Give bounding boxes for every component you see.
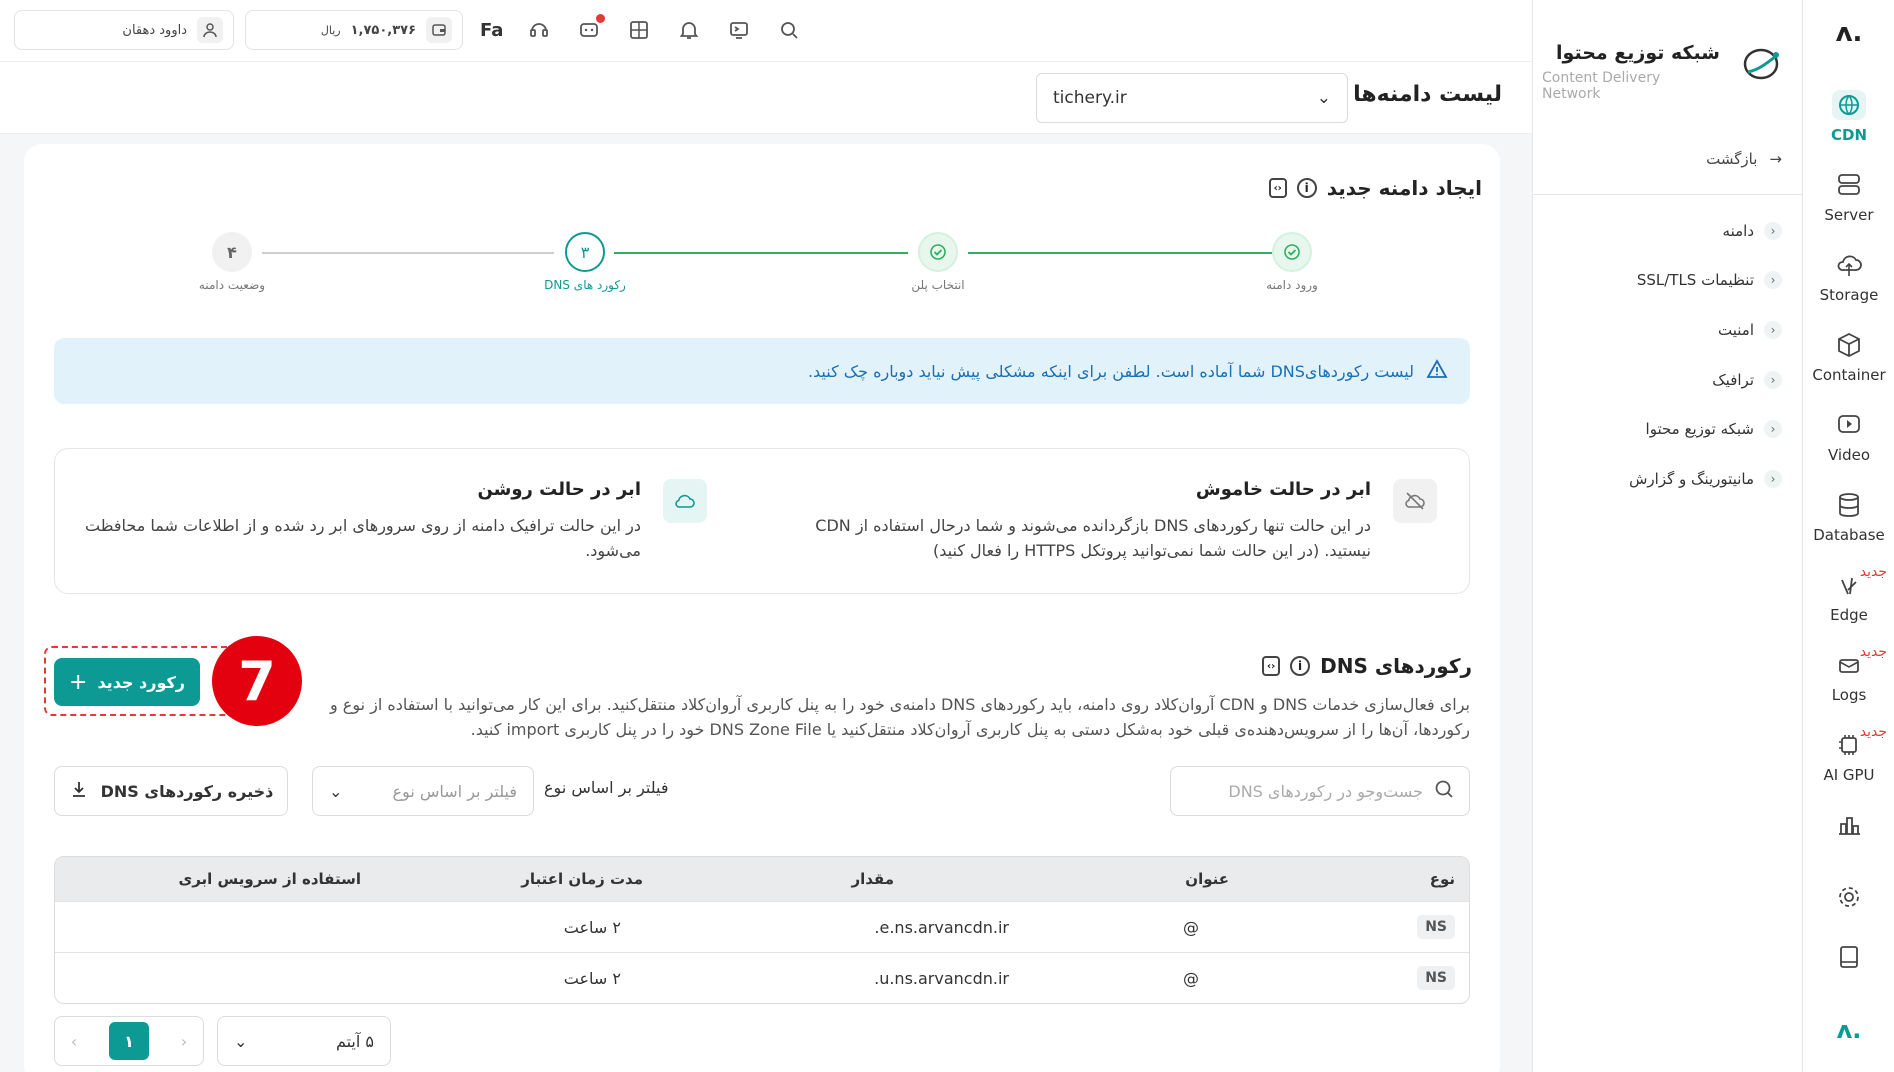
plus-icon: + — [69, 669, 88, 695]
arrow-right-icon: → — [1769, 150, 1782, 168]
edge-icon — [1832, 570, 1866, 600]
download-icon — [69, 779, 89, 803]
domain-select[interactable] — [1036, 73, 1348, 123]
cell-type — [1417, 953, 1455, 1003]
step-dns-records — [505, 232, 665, 292]
menu-label: دامنه — [1722, 222, 1754, 240]
column-cloud: استفاده از سرویس ابری — [178, 870, 361, 888]
rail-item-ai-gpu[interactable] — [1809, 720, 1889, 790]
step-domain-entry — [1212, 232, 1372, 292]
chevron-left-icon[interactable]: ‹ — [70, 1031, 78, 1051]
panel-divider — [1533, 194, 1802, 195]
panel-subtitle: Content Delivery Network — [1542, 70, 1661, 102]
save-label: ذخیره رکوردهای DNS — [100, 781, 274, 801]
type-filter-select[interactable] — [312, 766, 534, 816]
cell-type — [1417, 902, 1455, 952]
rail-item-storage[interactable] — [1809, 240, 1889, 310]
rail-item-settings[interactable] — [1809, 872, 1889, 922]
menu-item-cdn[interactable] — [1552, 414, 1782, 444]
domain-select-value: tichery.ir — [1053, 88, 1127, 108]
panel-title: شبکه توزیع محتوا — [1556, 42, 1720, 64]
menu-label: تنظیمات SSL/TLS — [1636, 271, 1754, 289]
tutorial-step-badge: 7 — [212, 636, 302, 726]
menu-item-traffic[interactable] — [1552, 365, 1782, 395]
rail-label: AI GPU — [1823, 766, 1875, 784]
top-header — [0, 0, 1532, 62]
tickets-icon[interactable] — [575, 16, 603, 44]
menu-label: شبکه توزیع محتوا — [1645, 420, 1754, 438]
chevron-left-icon: ‹ — [1764, 222, 1782, 240]
video-icon — [1832, 410, 1866, 440]
balance-currency: ریال — [320, 23, 341, 37]
new-badge: جدید — [1859, 644, 1887, 660]
cell-value: u.ns.arvancdn.ir. — [874, 968, 1009, 988]
cdn-icon — [1832, 90, 1866, 120]
rail-item-docs[interactable] — [1809, 932, 1889, 982]
back-label: بازگشت — [1706, 150, 1758, 168]
rail-item-database[interactable] — [1809, 480, 1889, 550]
rail-item-container[interactable] — [1809, 320, 1889, 390]
menu-item-monitoring[interactable] — [1552, 464, 1782, 494]
cloud-off-icon — [1393, 479, 1437, 523]
user-name: داوود دهقان — [122, 22, 187, 38]
rail-label: CDN — [1830, 126, 1867, 144]
cloud-icon — [663, 479, 707, 523]
language-switch[interactable]: Fa — [480, 19, 504, 41]
dns-records-title: رکوردهای DNS — [1320, 654, 1472, 678]
sub-header — [0, 62, 1532, 134]
chevron-left-icon: ‹ — [1764, 271, 1782, 289]
code-icon[interactable]: ‹› — [1262, 656, 1280, 676]
dns-description-line-2: رکوردها، آن‌ها را از سرویس‌دهنده‌ی قبلی خود به‌شکل دستی به پنل کاربری آروان‌کلاد منتقل‌کنید یا DNS Zone File خود را در پنل کاربری import کنید. — [470, 720, 1470, 739]
check-icon — [1272, 232, 1312, 272]
dns-records-header — [1262, 654, 1472, 678]
type-badge: NS — [1417, 915, 1455, 939]
dns-description-line-1: برای فعال‌سازی خدمات DNS و CDN آروان‌کلاد روی دامنه، باید رکوردهای DNS دامنه‌ی خود را به پنل کاربری آروان‌کلاد منتقل‌کنید. برای این کار می‌توانید با استفاده از نوع و — [329, 695, 1470, 714]
new-badge: جدید — [1859, 564, 1887, 580]
alert-text: لیست رکوردهایDNS شما آماده است. لطفن برای اینکه مشکلی پیش نیاید دوباره چک کنید. — [807, 361, 1414, 381]
rail-label: Logs — [1831, 686, 1867, 704]
cell-name: @ — [1183, 917, 1199, 937]
dns-search-input[interactable] — [1170, 766, 1470, 816]
create-domain-header — [1269, 176, 1482, 200]
notification-dot — [596, 14, 605, 23]
header-actions — [480, 14, 803, 46]
balance-amount: ۱,۷۵۰,۳۷۶ — [350, 22, 416, 38]
info-icon[interactable]: i — [1290, 656, 1310, 676]
per-page-value: ۵ آیتم — [335, 1031, 374, 1051]
rail-item-server[interactable] — [1809, 160, 1889, 230]
rail-item-logs[interactable] — [1809, 640, 1889, 710]
search-placeholder: جست‌وجو در رکوردهای DNS — [1228, 781, 1423, 801]
column-ttl: مدت زمان اعتبار — [521, 870, 643, 888]
wallet-icon — [426, 17, 452, 43]
cell-name: @ — [1183, 968, 1199, 988]
chevron-left-icon: ‹ — [1764, 420, 1782, 438]
page-title: لیست دامنه‌ها — [1353, 82, 1502, 107]
menu-label: امنیت — [1718, 321, 1754, 339]
page-current[interactable]: ۱ — [109, 1022, 149, 1060]
chevron-down-icon: ⌄ — [234, 1031, 248, 1051]
cell-ttl: ۲ ساعت — [563, 968, 621, 988]
cdn-side-panel — [1532, 0, 1802, 1072]
support-icon[interactable] — [525, 16, 553, 44]
apps-grid-icon[interactable] — [625, 16, 653, 44]
check-icon — [918, 232, 958, 272]
user-icon — [197, 17, 223, 43]
table-row[interactable] — [55, 952, 1469, 1003]
user-menu[interactable] — [14, 10, 234, 50]
wallet-balance[interactable] — [245, 10, 463, 50]
step-number: ۳ — [565, 232, 605, 272]
chevron-left-icon: ‹ — [1764, 371, 1782, 389]
rail-label: Storage — [1819, 286, 1879, 304]
rail-item-edge[interactable] — [1809, 560, 1889, 630]
rail-item-reports[interactable] — [1809, 800, 1889, 850]
storage-icon — [1832, 250, 1866, 280]
type-badge: NS — [1417, 966, 1455, 990]
product-rail — [1802, 0, 1894, 1072]
mode-on-description: در این حالت ترافیک دامنه از روی سرورهای ابر رد شده و از اطلاعات شما محافظت می‌شود. — [85, 516, 641, 560]
column-name: عنوان — [1185, 870, 1229, 888]
cdn-globe-icon — [1740, 44, 1782, 84]
gear-icon — [1832, 882, 1866, 912]
cloud-modes-box — [54, 448, 1470, 594]
table-header — [55, 857, 1469, 901]
bell-icon[interactable] — [675, 16, 703, 44]
menu-label: ترافیک — [1712, 371, 1754, 389]
search-icon — [1433, 778, 1455, 804]
menu-item-domain[interactable] — [1552, 216, 1782, 246]
menu-item-security[interactable] — [1552, 315, 1782, 345]
code-icon[interactable]: ‹› — [1269, 178, 1287, 198]
arvan-small-logo-icon: ʌ. — [1836, 1016, 1862, 1044]
table-row[interactable] — [55, 901, 1469, 952]
arvan-logo-icon[interactable]: ʌ. — [1835, 18, 1863, 48]
filter-label: فیلتر بر اساس نوع — [544, 778, 669, 797]
column-type: نوع — [1429, 870, 1455, 888]
logs-icon — [1832, 650, 1866, 680]
search-icon[interactable] — [775, 16, 803, 44]
chevron-down-icon: ⌄ — [329, 781, 343, 801]
new-record-label: رکورد جدید — [97, 672, 185, 692]
menu-label: مانیتورینگ و گزارش — [1629, 470, 1754, 488]
info-icon[interactable]: i — [1297, 178, 1317, 198]
chevron-down-icon: ⌄ — [1316, 88, 1331, 108]
panel-brand — [1542, 38, 1782, 102]
step-label: رکورد های DNS — [544, 278, 626, 292]
server-icon — [1832, 170, 1866, 200]
create-domain-title: ایجاد دامنه جدید — [1326, 176, 1482, 200]
step-number: ۴ — [212, 232, 252, 272]
bar-chart-icon — [1832, 810, 1866, 840]
database-icon — [1832, 490, 1866, 520]
rail-item-video[interactable] — [1809, 400, 1889, 470]
terminal-icon[interactable] — [725, 16, 753, 44]
save-dns-records-button[interactable] — [54, 766, 288, 816]
rail-label: Container — [1812, 366, 1886, 384]
new-record-button[interactable] — [54, 658, 200, 706]
rail-label: Database — [1813, 526, 1885, 544]
book-icon — [1832, 942, 1866, 972]
chevron-left-icon: ‹ — [1764, 470, 1782, 488]
mode-off-description: در این حالت تنها رکوردهای DNS بازگردانده می‌شوند و شما درحال استفاده از CDN نیستید. (در این حالت شما نمی‌توانید پروتکل HTTPS را فعال کنید) — [815, 516, 1371, 560]
column-value: مقدار — [851, 870, 894, 888]
filter-placeholder: فیلتر بر اساس نوع — [392, 781, 517, 801]
cell-ttl: ۲ ساعت — [563, 917, 621, 937]
rail-label: Video — [1827, 446, 1871, 464]
container-icon — [1832, 330, 1866, 360]
gpu-icon — [1832, 730, 1866, 760]
mode-on-title: ابر در حالت روشن — [477, 479, 641, 500]
step-label: انتخاب پلن — [911, 278, 965, 292]
rail-item-cdn[interactable] — [1809, 80, 1889, 150]
rail-label: Server — [1824, 206, 1874, 224]
step-select-plan — [858, 232, 1018, 292]
cell-value: e.ns.arvancdn.ir. — [874, 917, 1009, 937]
new-badge: جدید — [1859, 724, 1887, 740]
menu-item-ssl[interactable] — [1552, 265, 1782, 295]
dns-records-table — [54, 856, 1470, 1004]
warning-icon — [1426, 358, 1448, 384]
step-label: وضعیت دامنه — [198, 278, 266, 292]
info-alert — [54, 338, 1470, 404]
rail-label: Edge — [1830, 606, 1868, 624]
step-label: ورود دامنه — [1266, 278, 1318, 292]
mode-off-title: ابر در حالت خاموش — [1195, 479, 1371, 500]
per-page-select[interactable] — [217, 1016, 391, 1066]
back-link[interactable] — [1706, 150, 1782, 168]
chevron-left-icon: ‹ — [1764, 321, 1782, 339]
chevron-right-icon[interactable]: › — [180, 1031, 188, 1051]
step-domain-status — [152, 232, 312, 292]
pagination — [54, 1016, 204, 1066]
